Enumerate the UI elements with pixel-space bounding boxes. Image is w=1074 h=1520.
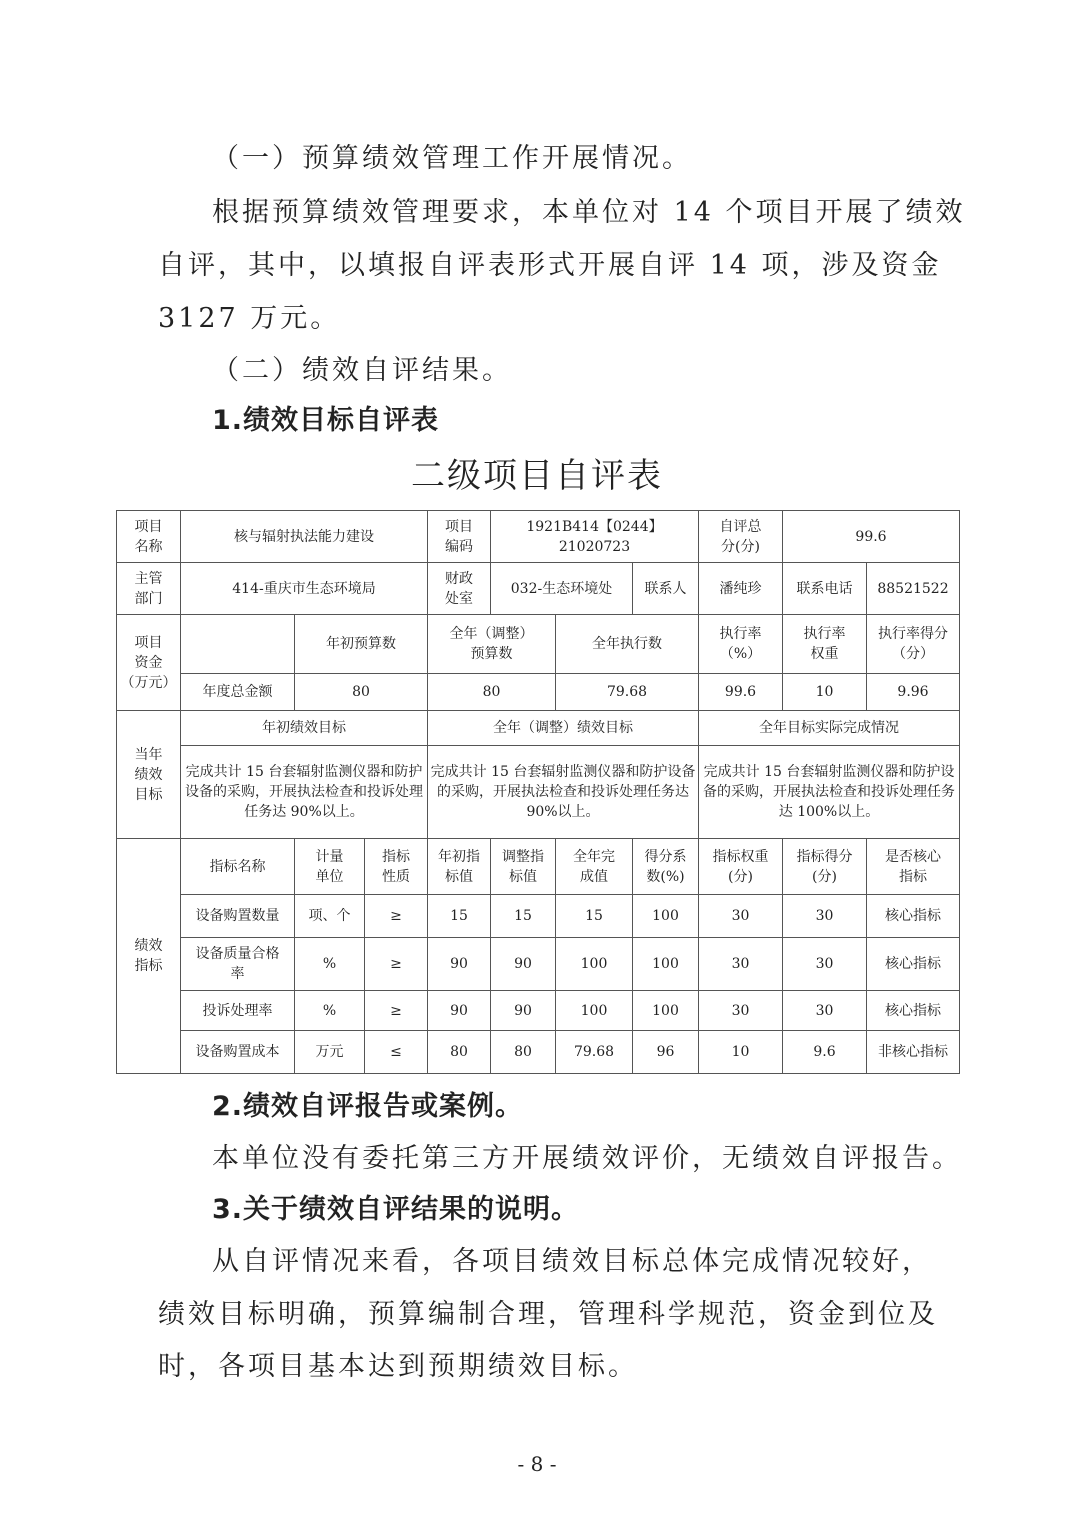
project-code: 1921B414【0244】21020723 (491, 511, 699, 563)
subheading-2: 2.绩效自评报告或案例。 (212, 1091, 524, 1122)
column-header: 全年执行数 (556, 615, 699, 674)
column-header: 执行率 （%） (699, 615, 783, 674)
cell-value: 核心指标 (867, 895, 960, 938)
cell-label: 当年 绩效 目标 (117, 711, 181, 839)
column-header: 年初指 标值 (428, 839, 491, 895)
cell-label: 项目 编码 (428, 511, 491, 563)
cell-value: 90 (428, 938, 491, 991)
table-row (117, 895, 960, 938)
cell-value: 30 (783, 938, 867, 991)
column-header: 全年完 成值 (556, 839, 633, 895)
cell-value: % (295, 991, 365, 1031)
table-row (117, 563, 960, 615)
cell-value: 30 (783, 991, 867, 1031)
cell-label: 联系电话 (783, 563, 867, 615)
paragraph-line: 时，各项目基本达到预期绩效目标。 (158, 1351, 638, 1382)
cell-value: 10 (699, 1031, 783, 1074)
cell-value: 80 (428, 1031, 491, 1074)
cell-value: 非核心指标 (867, 1031, 960, 1074)
column-header: 是否核心 指标 (867, 839, 960, 895)
cell-value: 10 (783, 674, 867, 711)
cell-value: 项、个 (295, 895, 365, 938)
cell-value: 核心指标 (867, 991, 960, 1031)
column-header: 年初绩效目标 (181, 711, 428, 746)
paragraph-line: 绩效目标明确，预算编制合理，管理科学规范，资金到位及 (158, 1299, 938, 1330)
cell-value: 100 (556, 938, 633, 991)
column-header: 执行率得分 （分） (867, 615, 960, 674)
cell-value: 99.6 (699, 674, 783, 711)
cell-value: 设备质量合格 率 (181, 938, 295, 991)
cell-value: 96 (633, 1031, 699, 1074)
table-row (117, 938, 960, 991)
cell-value: 90 (491, 938, 556, 991)
table-title: 二级项目自评表 (411, 456, 663, 496)
cell-value: 核心指标 (867, 938, 960, 991)
cell-value: 80 (428, 674, 556, 711)
table-row (117, 674, 960, 711)
cell-value: 100 (633, 938, 699, 991)
cell-value: 投诉处理率 (181, 991, 295, 1031)
goal-text: 完成共计 15 台套辐射监测仪器和防护设备的采购，开展执法检查和投诉处理任务达 90%以上。 (181, 746, 428, 839)
table-row (117, 991, 960, 1031)
column-header: 指标权重 (分) (699, 839, 783, 895)
cell-label: 自评总 分(分) (699, 511, 783, 563)
cell-label: 绩效 指标 (117, 839, 181, 1074)
contact-person: 潘纯珍 (699, 563, 783, 615)
paragraph-line: 根据预算绩效管理要求，本单位对 14 个项目开展了绩效 (212, 197, 966, 228)
cell-label: 联系人 (633, 563, 699, 615)
page-number: - 8 - (517, 1452, 557, 1476)
cell-value: ≤ (365, 1031, 428, 1074)
project-name: 核与辐射执法能力建设 (181, 511, 428, 563)
cell-value: 9.96 (867, 674, 960, 711)
total-score: 99.6 (783, 511, 960, 563)
cell-value: 90 (491, 991, 556, 1031)
cell-value: 30 (699, 991, 783, 1031)
cell-value: 15 (428, 895, 491, 938)
section-heading-1: （一）预算绩效管理工作开展情况。 (212, 143, 692, 174)
cell-value: % (295, 938, 365, 991)
cell-value: 79.68 (556, 1031, 633, 1074)
column-header: 全年（调整）绩效目标 (428, 711, 699, 746)
subheading-3: 3.关于绩效自评结果的说明。 (212, 1194, 580, 1225)
cell-value: 80 (295, 674, 428, 711)
column-header: 全年目标实际完成情况 (699, 711, 960, 746)
cell-value: ≥ (365, 895, 428, 938)
cell-value: 79.68 (556, 674, 699, 711)
section-heading-2: （二）绩效自评结果。 (212, 355, 512, 386)
cell-value: 万元 (295, 1031, 365, 1074)
table-row (117, 839, 960, 895)
cell-value: 设备购置成本 (181, 1031, 295, 1074)
column-header: 指标得分 (分) (783, 839, 867, 895)
cell-value: 80 (491, 1031, 556, 1074)
cell-value: 9.6 (783, 1031, 867, 1074)
column-header: 计量 单位 (295, 839, 365, 895)
column-header: 全年（调整） 预算数 (428, 615, 556, 674)
cell-value: 15 (556, 895, 633, 938)
table-row (117, 1031, 960, 1074)
cell-value: ≥ (365, 991, 428, 1031)
self-evaluation-table (116, 510, 960, 1074)
cell-label: 财政 处室 (428, 563, 491, 615)
paragraph-line: 本单位没有委托第三方开展绩效评价，无绩效自评报告。 (212, 1143, 962, 1174)
cell-value: 100 (556, 991, 633, 1031)
cell-value: 30 (783, 895, 867, 938)
table-row (117, 511, 960, 563)
cell-value: 100 (633, 991, 699, 1031)
cell-value: ≥ (365, 938, 428, 991)
column-header: 年初预算数 (295, 615, 428, 674)
cell-value: 15 (491, 895, 556, 938)
table-row (117, 615, 960, 674)
cell-value: 设备购置数量 (181, 895, 295, 938)
cell-label: 项目 名称 (117, 511, 181, 563)
column-header: 执行率 权重 (783, 615, 867, 674)
column-header: 调整指 标值 (491, 839, 556, 895)
cell-label: 主管 部门 (117, 563, 181, 615)
column-header: 得分系 数(%) (633, 839, 699, 895)
cell-value: 30 (699, 938, 783, 991)
cell-label: 项目 资金 （万元） (117, 615, 181, 711)
cell-value: 100 (633, 895, 699, 938)
paragraph-line: 自评，其中，以填报自评表形式开展自评 14 项，涉及资金 (158, 250, 942, 281)
paragraph-line: 从自评情况来看，各项目绩效目标总体完成情况较好， (212, 1246, 932, 1277)
department: 414-重庆市生态环境局 (181, 563, 428, 615)
cell-value: 30 (699, 895, 783, 938)
paragraph-line: 3127 万元。 (158, 303, 341, 334)
phone-number: 88521522 (867, 563, 960, 615)
column-header: 指标 性质 (365, 839, 428, 895)
empty-cell (181, 615, 295, 674)
goal-text: 完成共计 15 台套辐射监测仪器和防护设备的采购，开展执法检查和投诉处理任务达 90%以上。 (428, 746, 699, 839)
cell-value: 90 (428, 991, 491, 1031)
row-label: 年度总金额 (181, 674, 295, 711)
table-row (117, 711, 960, 746)
goal-text: 完成共计 15 台套辐射监测仪器和防护设备的采购，开展执法检查和投诉处理任务达 100%以上。 (699, 746, 960, 839)
finance-office: 032-生态环境处 (491, 563, 633, 615)
table-row (117, 746, 960, 839)
subheading-1: 1.绩效目标自评表 (212, 405, 440, 436)
column-header: 指标名称 (181, 839, 295, 895)
